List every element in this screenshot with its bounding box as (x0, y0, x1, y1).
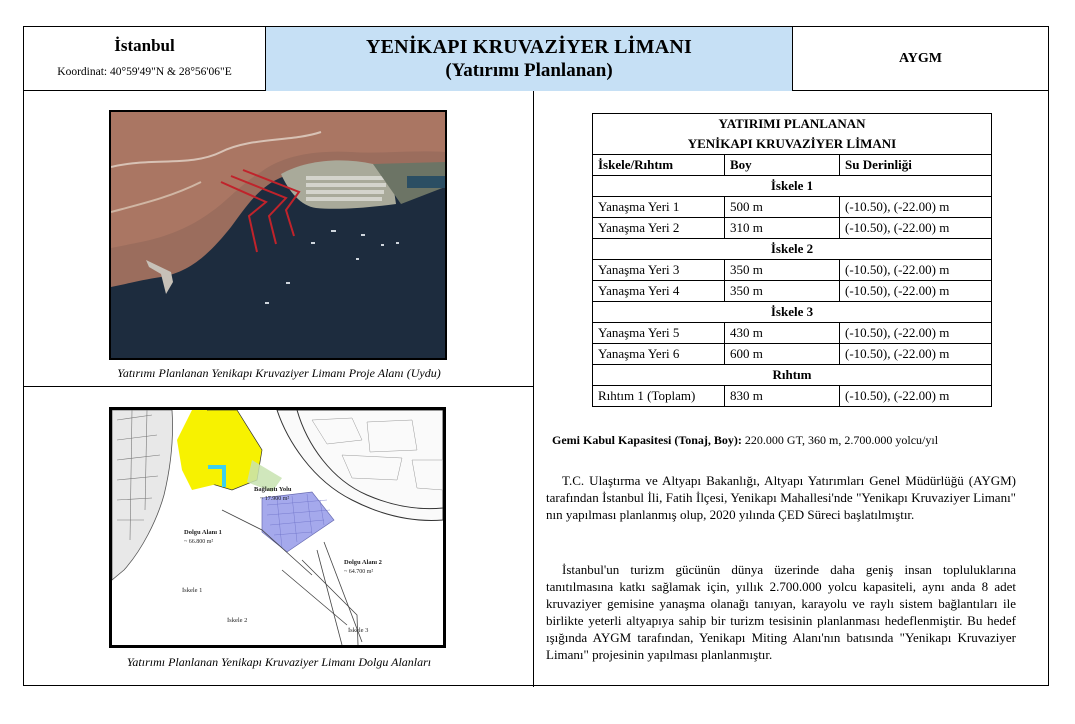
table-row (593, 386, 992, 407)
table-header-row (593, 155, 992, 176)
table-row (593, 344, 992, 365)
dolgu2-label: Dolgu Alanı 2 (344, 559, 382, 566)
dolgu1-label: Dolgu Alanı 1 (184, 529, 222, 536)
page-subtitle: (Yatırımı Planlanan) (445, 60, 613, 81)
berth-depth: (-10.50), (-22.00) m (840, 218, 992, 239)
berth-name: Yanaşma Yeri 4 (593, 281, 725, 302)
section-iskele-2: İskele 2 (593, 239, 992, 260)
info-sheet (23, 26, 1049, 686)
capacity-value: 220.000 GT, 360 m, 2.700.000 yolcu/yıl (744, 433, 939, 447)
table-title-line1: YATIRIMI PLANLANAN (593, 114, 992, 134)
plan-caption: Yatırımı Planlanan Yenikapı Kruvaziyer Limanı Dolgu Alanları (126, 655, 432, 669)
berth-name: Yanaşma Yeri 1 (593, 197, 725, 218)
berth-length: 350 m (725, 281, 840, 302)
agency-cell: AYGM (898, 51, 943, 66)
pier-specs-table (592, 113, 992, 407)
berth-length: 350 m (725, 260, 840, 281)
fill-area-panel (24, 387, 534, 687)
section-iskele-3: İskele 3 (593, 302, 992, 323)
col-header-derinlik: Su Derinliği (840, 155, 992, 176)
coordinates: Koordinat: 40°59'49"N & 28°56'06"E (57, 66, 232, 78)
section-iskele-1: İskele 1 (593, 176, 992, 197)
berth-length: 430 m (725, 323, 840, 344)
satellite-image (109, 110, 447, 360)
satellite-map-graphic (111, 112, 445, 358)
berth-length: 500 m (725, 197, 840, 218)
col-header-boy: Boy (725, 155, 840, 176)
table-row (593, 218, 992, 239)
berth-name: Yanaşma Yeri 3 (593, 260, 725, 281)
satellite-caption: Yatırımı Planlanan Yenikapı Kruvaziyer Limanı Proje Alanı (Uydu) (117, 366, 441, 380)
berth-depth: (-10.50), (-22.00) m (840, 323, 992, 344)
dolgu2-area-label: ~ 64.700 m² (344, 569, 374, 575)
table-row (593, 197, 992, 218)
capacity-label: Gemi Kabul Kapasitesi (Tonaj, Boy): (552, 433, 742, 447)
table-title-line2: YENİKAPI KRUVAZİYER LİMANI (593, 134, 992, 155)
page-title: YENİKAPI KRUVAZİYER LİMANI (366, 36, 692, 58)
city-name: İstanbul (114, 36, 175, 55)
baglanti-yolu-label: Bağlantı Yolu (254, 486, 292, 493)
berth-length: 830 m (725, 386, 840, 407)
table-row (593, 281, 992, 302)
berth-name: Yanaşma Yeri 6 (593, 344, 725, 365)
image-column (24, 91, 534, 687)
berth-length: 310 m (725, 218, 840, 239)
description-paragraph-2: İstanbul'un turizm gücünün dünya üzerinde daha geniş insan topluluklarına tanıtılmasına katkı sağlamak için, yıllık 2.700.000 yolcu kapasiteli, aynı anda 8 adet kruvaziyer gemisine yanaşma olanağı tanıyan, karayolu ve raylı sistem bağlantıları ile birlikte yeterli altyapıya sahip bir turizm tesisinin planlanması hedeflenmiştir. Bu hedef ışığında AYGM tarafından, Yenikapı Miting Alanı'nın batısında "Yenikapı Kruvaziyer Limanı" projesinin yapılması planlanmıştır. (546, 562, 1016, 662)
table-row (593, 260, 992, 281)
berth-depth: (-10.50), (-22.00) m (840, 260, 992, 281)
description-paragraph-1: T.C. Ulaştırma ve Altyapı Bakanlığı, Altyapı Yatırımları Genel Müdürlüğü (AYGM) tarafından İstanbul İli, Fatih İlçesi, Yenikapı Mahallesi'nde "Yenikapı Kruvaziyer Limanı" nın yapılması planlanmış olup, 2020 yılında ÇED Süreci başlatılmıştır. (546, 473, 1016, 522)
dolgu1-area-label: ~ 66.800 m² (184, 539, 214, 545)
berth-depth: (-10.50), (-22.00) m (840, 344, 992, 365)
berth-name: Rıhtım 1 (Toplam) (593, 386, 725, 407)
info-column (534, 91, 1048, 687)
berth-length: 600 m (725, 344, 840, 365)
fill-area-plan-image (109, 407, 446, 648)
table-row (593, 323, 992, 344)
baglanti-area-label: ~ 17.900 m² (260, 496, 290, 502)
iskele1-label: İskele 1 (182, 587, 203, 594)
berth-name: Yanaşma Yeri 2 (593, 218, 725, 239)
satellite-panel (24, 91, 534, 387)
header-row (24, 27, 1048, 91)
capacity-line (552, 433, 938, 448)
berth-depth: (-10.50), (-22.00) m (840, 386, 992, 407)
location-cell (24, 27, 266, 91)
title-cell (266, 27, 793, 91)
berth-depth: (-10.50), (-22.00) m (840, 197, 992, 218)
fill-area-plan-graphic (112, 410, 443, 645)
section-rihtim: Rıhtım (593, 365, 992, 386)
berth-depth: (-10.50), (-22.00) m (840, 281, 992, 302)
berth-name: Yanaşma Yeri 5 (593, 323, 725, 344)
col-header-iskele: İskele/Rıhtım (593, 155, 725, 176)
iskele2-label: İskele 2 (227, 617, 248, 624)
iskele3-label: İskele 3 (348, 627, 369, 634)
